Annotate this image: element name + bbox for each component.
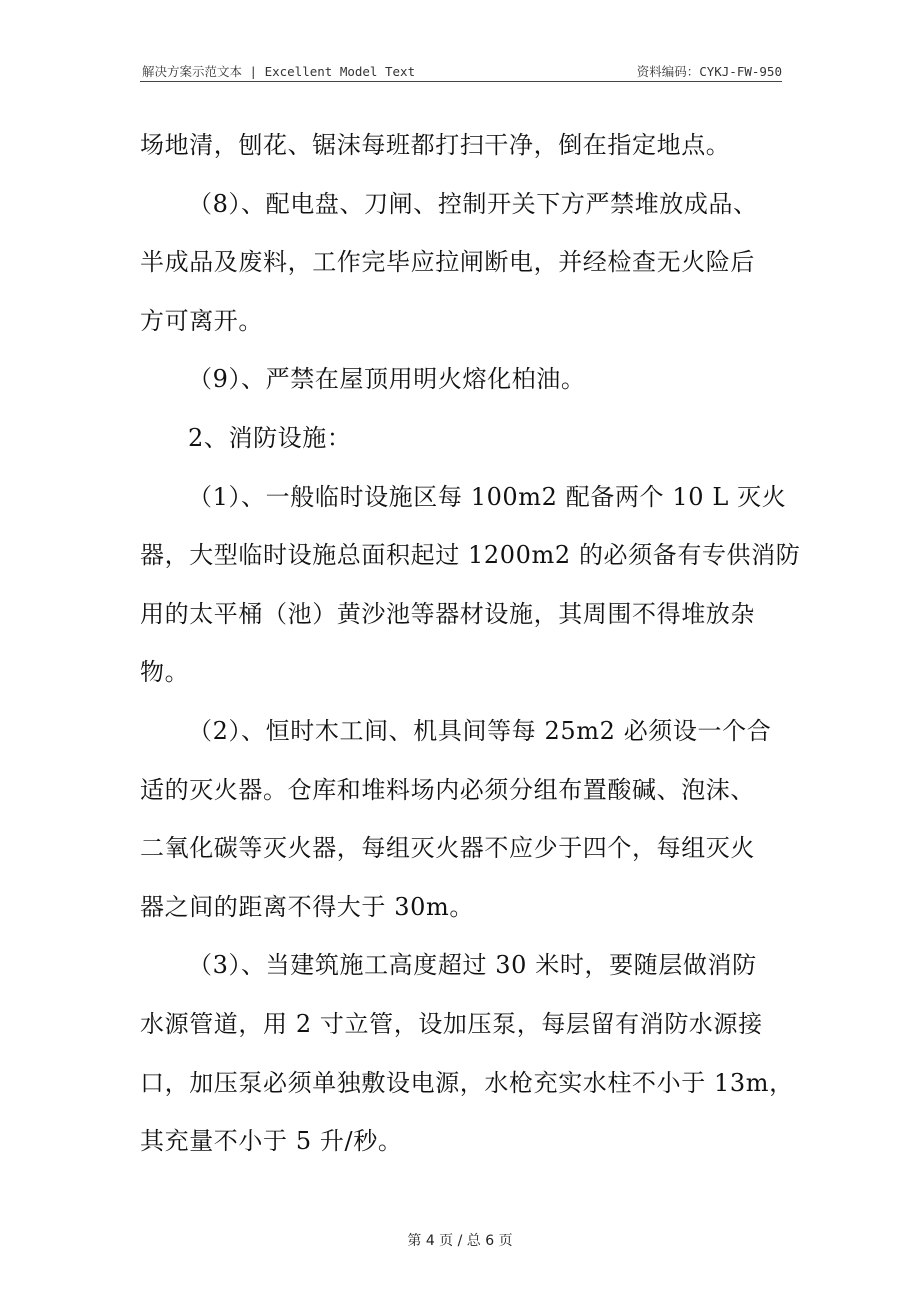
paragraph-line: （8）、配电盘、刀闸、控制开关下方严禁堆放成品、 <box>188 189 758 218</box>
paragraph-line: （1）、一般临时设施区每 100m2 配备两个 10 L 灭火 <box>188 482 787 511</box>
section-heading: 2、消防设施： <box>188 423 352 452</box>
paragraph-line: 二氧化碳等灭火器，每组灭火器不应少于四个，每组灭火 <box>140 834 755 863</box>
paragraph-line: 水源管道，用 2 寸立管，设加压泵，每层留有消防水源接 <box>140 1009 763 1038</box>
header-title: 解决方案示范文本 | Excellent Model Text <box>142 64 416 79</box>
paragraph-line: 适的灭火器。仓库和堆料场内必须分组布置酸碱、泡沫、 <box>140 775 755 804</box>
paragraph-line: （3）、当建筑施工高度超过 30 米时，要随层做消防 <box>188 951 757 980</box>
paragraph-line: 器之间的距离不得大于 30m。 <box>140 892 474 921</box>
paragraph-line: 其充量不小于 5 升/秒。 <box>140 1127 403 1156</box>
paragraph-line: （2）、恒时木工间、机具间等每 25m2 必须设一个合 <box>188 716 772 745</box>
paragraph-line: 场地清，刨花、锯沫每班都打扫干净，倒在指定地点。 <box>140 131 731 159</box>
document-code: 资料编码：CYKJ-FW-950 <box>636 64 782 79</box>
document-body <box>140 116 801 1171</box>
paragraph-line: 器，大型临时设施总面积起过 1200m2 的必须备有专供消防 <box>140 541 801 570</box>
paragraph-line: 用的太平桶（池）黄沙池等器材设施，其周围不得堆放杂 <box>140 599 755 628</box>
paragraph-line: （9）、严禁在屋顶用明火熔化柏油。 <box>188 365 586 394</box>
page-number: 第 4 页 / 总 6 页 <box>407 1233 513 1249</box>
paragraph-line: 物。 <box>140 658 190 687</box>
paragraph-line: 半成品及废料，工作完毕应拉闸断电，并经检查无火险后 <box>140 248 755 277</box>
paragraph-line: 方可离开。 <box>140 306 263 335</box>
header-divider <box>140 81 782 82</box>
paragraph-line: 口，加压泵必须单独敷设电源，水枪充实水柱不小于 13m， <box>140 1068 794 1097</box>
page-header <box>140 62 782 80</box>
